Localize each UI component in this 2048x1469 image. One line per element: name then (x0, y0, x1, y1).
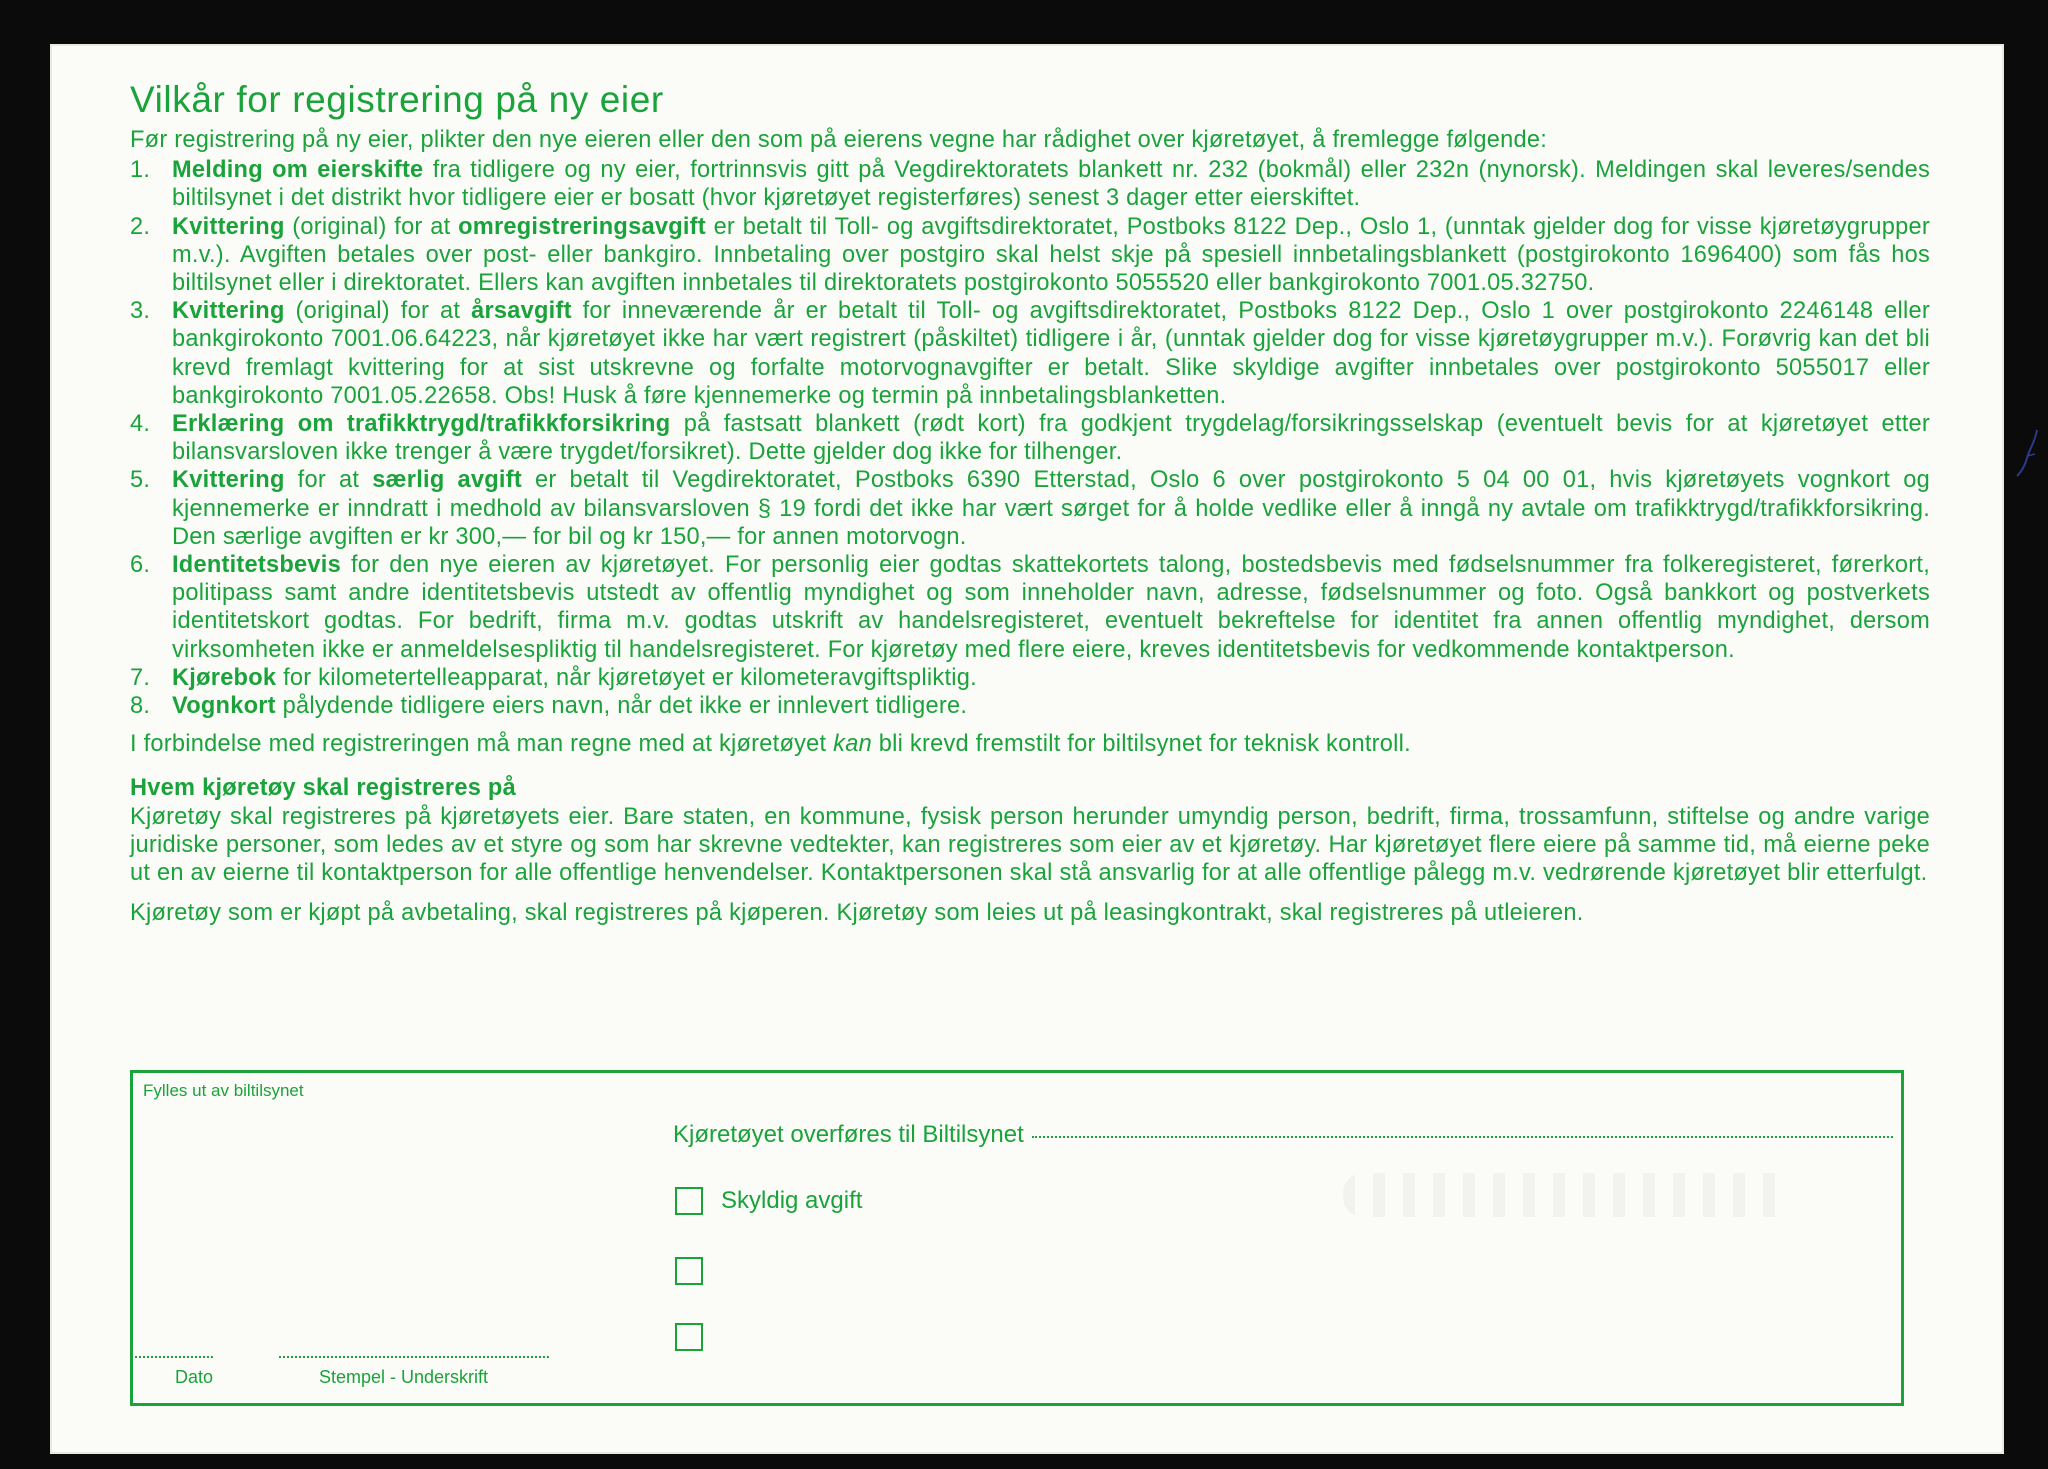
last-paragraph: Kjøretøy som er kjøpt på avbetaling, skal registreres på kjøperen. Kjøretøy som leies ut på leasingkontrakt, skal registreres på utleieren. (130, 900, 1584, 927)
item-mid: for at (284, 467, 373, 494)
item-bold: Kjørebok (172, 664, 277, 691)
intro-text: Før registrering på ny eier, plikter den nye eieren eller den som på eierens vegne har rådighet over kjøretøyet, å fremlegge følgende: (130, 127, 1548, 153)
box-label: Fylles ut av biltilsynet (143, 1081, 304, 1100)
item-text (172, 156, 1930, 212)
blank-checkbox-2[interactable] (675, 1323, 703, 1351)
item-rest: pålydende tidligere eiers navn, når det ikke er innlevert tidligere. (275, 693, 968, 720)
section-paragraph: Kjøretøy skal registreres på kjøretøyets eier. Bare staten, en kommune, fysisk person herunder umyndig person, bedrift, firma, trossamfunn, stiftelse og andre varige juridiske personer, som ledes av et styre og som har skrevne vedtekter, kan registreres som eier av et kjøretøy. Har kjøretøyet flere eiere på samme tid, må eierne peke ut en av eierne til kontaktperson for alle offentlige henvendelser. Kontaktpersonen skal stå ansvarlig for at alle offentlige pålegg m.v. vedrørende kjøretøyet blir etterfulgt. (130, 803, 1930, 887)
item-number: 4. (130, 411, 151, 438)
note-post: bli krevd fremstilt for biltilsynet for teknisk kontroll. (871, 731, 1411, 758)
item-text (172, 297, 1930, 410)
item-mid: (original) for at (284, 298, 472, 325)
item-bold: Identitetsbevis (172, 552, 341, 579)
item-text (172, 551, 1930, 664)
item-rest: fra tidligere og ny eier, fortrinnsvis gitt på Vegdirektoratets blankett nr. 232 (bokmål) eller 232n (nynorsk). Meldingen skal leveres/sendes biltilsynet i det distrikt hvor tidligere eier er bosatt (hvor kjøretøyet registerføres) senest 3 dager etter eierskiftet. (172, 157, 1930, 212)
item-mid: (original) for at (284, 213, 459, 240)
item-rest: for den nye eieren av kjøretøyet. For personlig eier godtas skattekortets talong, bostedsbevis med fødselsnummer fra folkeregisteret, førerkort, politipass samt andre identitetsbevis utstedt av offentlig myndighet og som inneholder navn, adresse, fødselsnummer og foto. Også bankkort og postverkets identitetskort godtas. For bedrift, firma m.v. godtas utskrift av handelsregisteret, eventuelt bekreftelse for identitet fra annen offentlig myndighet, dersom virksomheten ikke er anmeldelsespliktig til handelsregisteret. For kjøretøy med flere eiere, kreves identitetsbevis for vedkommende kontaktperson. (172, 552, 1930, 663)
blank-checkbox-1[interactable] (675, 1257, 703, 1285)
terms-text (130, 78, 1930, 927)
section-heading: Hvem kjøretøy skal registreres på (130, 775, 516, 802)
item-number: 1. (130, 157, 151, 184)
list-item (130, 692, 1930, 720)
item-text (172, 410, 1930, 466)
item-bold: Erklæring om trafikktrygd/trafikkforsikring (172, 411, 671, 438)
item-number: 5. (130, 467, 151, 494)
pen-mark-icon (2015, 428, 2045, 478)
date-label: Dato (175, 1367, 214, 1387)
transfer-field[interactable] (673, 1121, 1893, 1149)
item-rest: for inneværende år er betalt til Toll- og avgiftsdirektoratet, Postboks 8122 Dep., Oslo 1 over postgirokonto 2246148 eller bankgirokonto 7001.06.64223, når kjøretøyet ikke har vært registrert (påskiltet) tidligere i år, (unntak gjelder dog for visse kjøretøygrupper m.v.). Forøvrig kan det bli krevd fremlagt kvittering for at sist utskrevne og forfalte motorvognavgifter er betalt. Slike skyldige avgifter innbetales over postgirokonto 5055017 eller bankgirokonto 7001.05.22658. Obs! Husk å føre kjennemerke og termin på innbetalingsblanketten. (172, 298, 1930, 409)
list-item (130, 297, 1930, 410)
item-number: 3. (130, 298, 151, 325)
note-pre: I forbindelse med registreringen må man regne med at kjøretøyet (130, 731, 834, 758)
item-bold-2: særlig avgift (372, 467, 522, 494)
faint-stamp-mark (1343, 1173, 1793, 1217)
list-item (130, 156, 1930, 212)
form-card (50, 44, 2004, 1454)
item-rest: er betalt til Toll- og avgiftsdirektoratet, Postboks 8122 Dep., Oslo 1, (unntak gjelder dog for visse kjøretøygrupper m.v.). Avgiften betales over post- eller bankgiro. Innbetaling over postgiro skal helst skje på spesiell innbetalingsblankett (postgirokonto 1696400) som fås hos biltilsynet eller i direktoratet. Ellers kan avgiften innbetales til direktoratets postgirokonto 5055520 eller bankgirokonto 7001.05.32750. (172, 213, 1931, 297)
item-bold-2: årsavgift (471, 298, 572, 325)
item-bold-2: omregistreringsavgift (458, 213, 706, 240)
item-bold: Kvittering (172, 213, 285, 240)
item-text (172, 213, 1930, 298)
signature-dotted-line[interactable] (279, 1356, 549, 1358)
item-rest: for kilometertelleapparat, når kjøretøyet er kilometeravgiftspliktig. (276, 664, 977, 691)
item-bold: Kvittering (172, 467, 285, 494)
skyldig-avgift-checkbox[interactable] (675, 1187, 703, 1215)
list-item (130, 551, 1930, 664)
item-number: 7. (130, 664, 151, 691)
skyldig-avgift-label: Skyldig avgift (721, 1187, 863, 1214)
item-number: 2. (130, 213, 151, 240)
item-bold: Kvittering (172, 298, 285, 325)
stamp-signature-label: Stempel - Underskrift (319, 1367, 489, 1387)
document-title: Vilkår for registrering på ny eier (130, 79, 664, 120)
inspection-note (130, 730, 1930, 758)
item-number: 6. (130, 552, 151, 579)
list-item (130, 664, 1930, 692)
transfer-label: Kjøretøyet overføres til Biltilsynet (673, 1121, 1024, 1148)
item-bold: Vognkort (172, 693, 276, 720)
item-number: 8. (130, 693, 151, 720)
note-italic: kan (833, 731, 872, 758)
item-rest: på fastsatt blankett (rødt kort) fra godkjent trygdelag/forsikringsselskap (eventuelt bevis for at kjøretøyet etter bilansvarsloven ikke trenger å være trygdet/forsikret). Dette gjelder dog ikke for tilhenger. (172, 411, 1930, 466)
item-text (172, 692, 1930, 720)
item-rest: er betalt til Vegdirektoratet, Postboks 6390 Etterstad, Oslo 6 over postgirokonto 5 04 00 01, hvis kjøretøyets vognkort og kjennemerke er inndratt i medhold av bilansvarsloven § 19 fordi det ikke har vært sørget for å holde vedlike eller å inngå ny avtale om trafikktrygd/trafikkforsikring. Den særlige avgiften er kr 300,— for bil og kr 150,— for annen motorvogn. (172, 467, 1930, 550)
date-dotted-line[interactable] (135, 1356, 213, 1358)
list-item (130, 466, 1930, 551)
list-item (130, 213, 1930, 298)
item-text (172, 664, 1930, 692)
list-item (130, 410, 1930, 466)
item-text (172, 466, 1930, 551)
official-use-box (130, 1070, 1904, 1406)
item-bold: Melding om eierskifte (172, 157, 424, 184)
transfer-dotted-line[interactable] (1032, 1136, 1893, 1138)
